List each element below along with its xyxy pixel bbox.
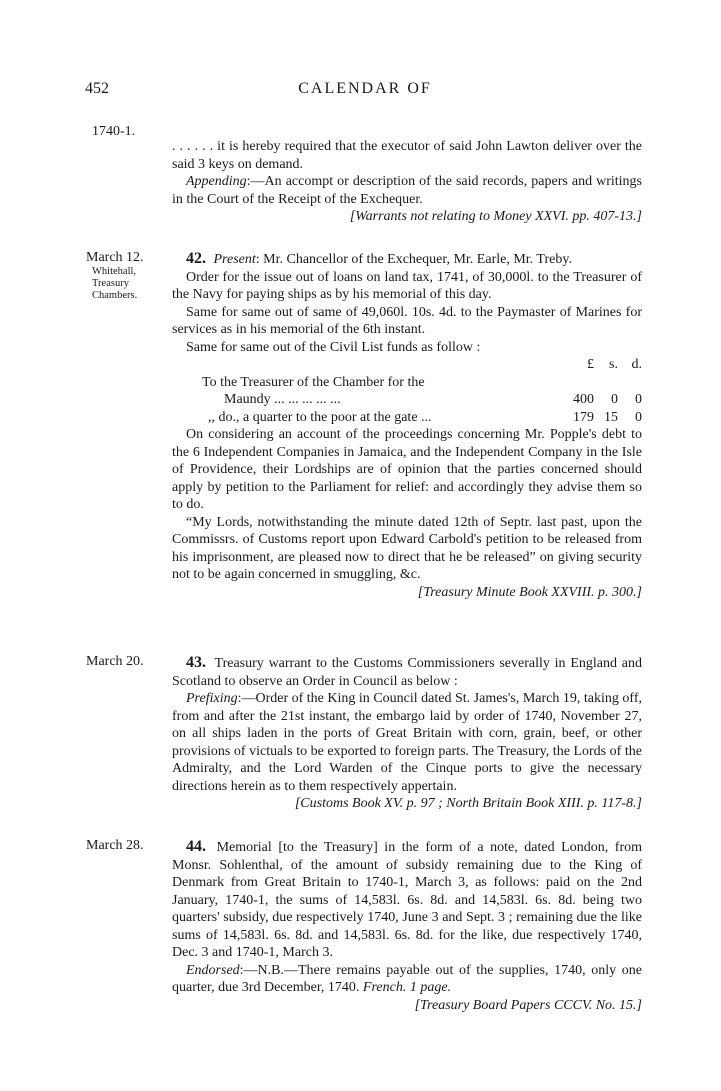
row-pounds [554,374,594,392]
page-header [85,80,645,106]
column-pounds: £ [587,357,594,372]
entry-number: 42. [186,250,206,267]
table-header-row [172,356,642,374]
present-label: Present [213,252,256,267]
citation-text: [Treasury Minute Book XXVIII. p. 300.] [417,584,642,600]
entry-number: 43. [186,654,206,671]
page-number: 452 [85,80,109,97]
row-pence [618,374,642,392]
year-margin: 1740-1. [92,124,136,139]
entry-44 [172,838,642,1014]
entry-43 [172,654,642,813]
paragraph [172,654,642,690]
column-shillings: s. [609,357,618,372]
row-pence: 0 [635,409,642,425]
account-table [172,356,642,426]
entry-place: Whitehall, Treasury Chambers. [92,266,138,301]
entry-43-margin [86,654,164,670]
row-label: ,, do., a quarter to the poor at the gate ... [208,409,432,425]
paragraph: Order for the issue out of loans on land tax, 1741, of 30,000l. to the Treasurer of the Navy for paying ships as by his memorial of this day. [172,269,642,302]
column-pence: d. [631,357,642,372]
paragraph-text: Memorial [to the Treasury] in the form of a note, dated London, from Monsr. Sohlenthal, of the amount of subsidy remaining due to the King of Denmark from Great Britain to 1740-1, March 3, as follows: paid on the 2nd January, 1740-1, the sums of 14,583l. 6s. 8d. and 14,583l. 6s. 8d. being two quarters' subsidy, due respectively 1740, June 3 and Sept. 3 ; remaining due the like sums of 14,583l. 6s. 8d. and 14,583l. 6s. 8d. for the like, due respectively 1740, Dec. 3 and 1740-1, March 3. [172,840,642,960]
paragraph: On considering an account of the proceedings concerning Mr. Popple's debt to the 6 Independent Companies in Jamaica, and the Independent Company in the Isle of Providence, their Lordships are of opinion that the parties concerned should apply by petition to the Parliament for relief: and accordingly they advise them so to do. [172,427,642,512]
entry-number: 44. [186,838,206,855]
endorsed-paragraph [172,962,642,997]
paragraph-text: Treasury warrant to the Customs Commissioners severally in England and Scotland to observe an Order in Council as below : [172,656,642,689]
row-pence: 0 [635,392,642,407]
continuation-entry [172,138,642,226]
appending-label: Appending [186,174,247,189]
entry-date: March 12. [86,250,144,265]
table-row [172,374,642,392]
row-shillings [594,374,618,392]
table-row [172,409,642,427]
appending-paragraph [172,173,642,208]
row-pounds: 179 [573,409,594,425]
prefixing-text: :—Order of the King in Council dated St. James's, March 19, taking off, from and after the 21st instant, the embargo laid by order of 1740, November 27, on all ships laden in the ports of Great Britain with corn, grain, beef, or other provisions of victuals to be exported to foreign parts. The Treasury, the Lords of the Admiralty, and the Lord Warden of the Cinque ports to give the necessary directions herein as to them respectively appertain. [172,691,642,794]
row-shillings: 0 [611,392,618,407]
running-title: CALENDAR OF [298,80,432,97]
appending-text: :—An accompt or description of the said records, papers and writings in the Court of the Receipt of the Exchequer. [172,174,642,207]
present-text: : Mr. Chancellor of the Exchequer, Mr. Earle, Mr. Treby. [255,252,572,267]
citation-text: [Warrants not relating to Money XXVI. pp. 407-13.] [349,209,642,224]
citation [172,584,642,602]
paragraph: Same for same out of the Civil List funds as follow : [186,339,481,355]
paragraph: “My Lords, notwithstanding the minute dated 12th of Septr. last past, upon the Commissrs. of Customs report upon Edward Carbold's petition to be released from his imprisonment, are pleased now to direct that he be released” on giving security not to be again concerned in smuggling, &c. [172,514,642,582]
entry-date: March 28. [86,838,144,853]
entry-42-margin [86,250,164,302]
endorsed-text: :—N.B.—There remains payable out of the supplies, 1740, only one quarter, due 3rd December, 1740. [172,962,642,995]
row-label: To the Treasurer of the Chamber for the [202,374,425,390]
present-paragraph [172,250,642,269]
table-row [172,391,642,409]
citation [172,795,642,813]
row-shillings: 15 [604,409,618,425]
prefixing-label: Prefixing [186,691,238,706]
endorsed-tail: French. 1 page. [362,980,452,995]
citation [172,208,642,226]
paragraph [172,838,642,962]
endorsed-label: Endorsed [186,962,240,978]
paragraph: Same for same out of same of 49,060l. 10s. 4d. to the Paymaster of Marines for services as in his memorial of the 6th instant. [172,304,642,337]
entry-44-margin [86,838,164,854]
row-label: Maundy ... ... ... ... ... [224,392,341,407]
citation-text: [Treasury Board Papers CCCV. No. 15.] [414,997,642,1013]
continuation-text: . . . . . . it is hereby required that the executor of said John Lawton deliver over the said 3 keys on demand. [172,139,642,172]
row-pounds: 400 [573,392,594,407]
entry-date: March 20. [86,654,144,669]
citation-text: [Customs Book XV. p. 97 ; North Britain Book XIII. p. 117-8.] [294,796,642,811]
entry-42 [172,250,642,601]
citation [172,997,642,1015]
prefixing-paragraph [172,690,642,795]
